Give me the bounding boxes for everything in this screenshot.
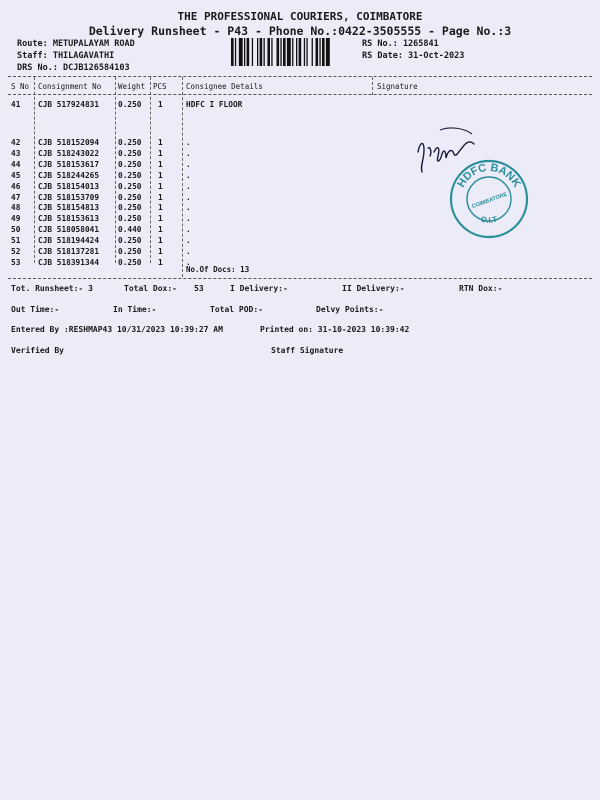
barcode-bar [304, 38, 305, 66]
cno-cell: CJB 518152094 [38, 138, 100, 147]
total-dox-value: 53 [194, 284, 204, 293]
total-pod: Total POD:- [210, 305, 263, 314]
out-time: Out Time:- [11, 305, 60, 314]
rtn-dox: RTN Dox:- [459, 284, 503, 293]
col-header-sno: S No [11, 82, 30, 91]
details-cell: . [186, 247, 191, 256]
svg-text:HDFC BANK [455, 162, 523, 190]
sno-cell: 47 [11, 192, 21, 202]
consignment-cell: CJB 517924831 [38, 100, 100, 109]
barcode [231, 38, 357, 66]
svg-text:O.I.T [480, 215, 499, 225]
column-divider [372, 77, 373, 95]
col-header-consignee: Consignee Details [186, 82, 263, 91]
pcs-cell: 1 [158, 214, 163, 224]
details-cell: . [186, 225, 191, 235]
sno-cell: 49 [11, 214, 21, 224]
weight-cell: 0.250 [118, 192, 142, 202]
barcode-bar [235, 38, 236, 66]
pcs-cell: 1 [158, 225, 163, 235]
hdfc-bank-stamp [448, 158, 530, 240]
barcode-bar [231, 38, 234, 66]
details-cell: . [186, 181, 191, 191]
barcode-bar [280, 38, 281, 66]
sno-cell: 53 [11, 257, 21, 267]
weight-cell: 0.250 [118, 170, 142, 180]
barcode-bar [296, 38, 297, 66]
sno-cell: 51 [11, 236, 21, 246]
barcode-bar [319, 38, 320, 66]
total-dox-label: Total Dox:- [124, 284, 177, 293]
weight-cell: 0.250 [118, 181, 142, 191]
barcode-bar [326, 38, 330, 66]
sno-cell: 45 [11, 170, 21, 180]
tot-runsheet: Tot. Runsheet:- 3 [11, 284, 93, 293]
delvy-points: Delvy Points:- [316, 305, 384, 314]
cno-cell: CJB 518153617 [38, 159, 100, 169]
cno-cell: CJB 518153709 [38, 192, 100, 202]
barcode-bar [271, 38, 272, 66]
barcode-bar [267, 38, 270, 66]
barcode-bar [316, 38, 319, 66]
col-header-consignment: Consignment No [38, 82, 102, 91]
pcs-cell: 1 [158, 236, 163, 246]
verified-by: Verified By [11, 346, 64, 355]
col-header-weight: Weight [118, 82, 146, 91]
details-cell: . [186, 257, 191, 267]
in-time: In Time:- [113, 305, 157, 314]
col-header-pcs: PCS [153, 82, 167, 91]
rs-date: RS Date: 31-Oct-2023 [362, 51, 465, 61]
pcs-cell: 1 [158, 203, 163, 213]
sno-cell: 46 [11, 181, 21, 191]
i-delivery: I Delivery:- [230, 284, 288, 293]
pcs-cell: 1 [158, 100, 163, 109]
cno-cell: CJB 518137281 [38, 247, 100, 256]
details-cell: . [186, 192, 191, 202]
details-cell: . [186, 138, 191, 147]
weight-cell: 0.250 [118, 100, 142, 109]
details-cell: . [186, 159, 191, 169]
weight-cell: 0.250 [118, 257, 142, 267]
pcs-cell: 1 [158, 192, 163, 202]
rs-number: RS No.: 1265841 [362, 39, 439, 49]
sno-cell: 42 [11, 138, 21, 147]
stamp-text: HDFC BANK [455, 161, 523, 190]
cno-cell: CJB 518153613 [38, 214, 100, 224]
pcs-cell: 1 [158, 159, 163, 169]
details-cell: . [186, 214, 191, 224]
col-header-signature: Signature [377, 82, 418, 91]
cno-cell: CJB 518154813 [38, 203, 100, 213]
stamp-inner-text: COIMBATORE [471, 191, 509, 211]
weight-cell: 0.250 [118, 247, 142, 256]
cno-cell: CJB 518058041 [38, 225, 100, 235]
pcs-cell: 1 [158, 181, 163, 191]
weight-cell: 0.250 [118, 159, 142, 169]
pcs-cell: 1 [158, 148, 163, 158]
pcs-cell: 1 [158, 257, 163, 267]
sno-cell: 50 [11, 225, 21, 235]
pcs-cell: 1 [158, 170, 163, 180]
barcode-bar [283, 38, 286, 66]
weight-cell: 0.250 [118, 138, 142, 147]
stamp-bottom-text: O.I.T [479, 214, 499, 225]
details-cell: . [186, 236, 191, 246]
no-of-docs: No.Of Docs: 13 [186, 265, 250, 274]
runsheet-subtitle: Delivery Runsheet - P43 - Phone No.:0422-3505555 - Page No.:3 [88, 24, 512, 38]
column-divider [115, 77, 116, 263]
barcode-bar [322, 38, 325, 66]
barcode-bar [247, 38, 250, 66]
column-divider [34, 77, 35, 263]
barcode-bar [260, 38, 263, 66]
cno-cell: CJB 518154013 [38, 181, 100, 191]
weight-cell: 0.250 [118, 214, 142, 224]
column-divider [150, 77, 151, 263]
barcode-bar [299, 38, 302, 66]
details-cell: . [186, 148, 191, 158]
barcode-bar [244, 38, 245, 66]
barcode-bar [277, 38, 280, 66]
weight-cell: 0.440 [118, 225, 142, 235]
barcode-bar [306, 38, 307, 66]
pcs-cell: 1 [158, 247, 163, 256]
barcode-bar [264, 38, 265, 66]
drs-number: DRS No.: DCJB126584103 [17, 63, 130, 73]
pcs-cell: 1 [158, 138, 163, 147]
cno-cell: CJB 518194424 [38, 236, 100, 246]
barcode-bar [287, 38, 291, 66]
entered-by: Entered By :RESHMAP43 10/31/2023 10:39:27 AM [11, 325, 223, 334]
barcode-bar [252, 38, 253, 66]
weight-cell: 0.250 [118, 203, 142, 213]
cno-cell: CJB 518244265 [38, 170, 100, 180]
column-divider [182, 77, 183, 277]
sno-cell: 48 [11, 203, 21, 213]
sno-cell: 52 [11, 247, 21, 256]
sno-cell: 44 [11, 159, 21, 169]
divider [8, 278, 592, 279]
details-cell: . [186, 203, 191, 213]
staff-signature: Staff Signature [271, 346, 344, 355]
cno-cell: CJB 518243022 [38, 148, 100, 158]
ii-delivery: II Delivery:- [342, 284, 405, 293]
sno-cell: 41 [11, 100, 21, 109]
weight-cell: 0.250 [118, 148, 142, 158]
sno-cell: 43 [11, 148, 21, 158]
consignee-cell: HDFC I FLOOR [186, 100, 243, 109]
barcode-bar [257, 38, 258, 66]
barcode-bar [239, 38, 243, 66]
barcode-bar [292, 38, 293, 66]
cno-cell: CJB 518391344 [38, 257, 100, 267]
divider [8, 94, 592, 95]
barcode-bar [312, 38, 313, 66]
divider [8, 76, 592, 77]
printed-on: Printed on: 31-10-2023 10:39:42 [260, 325, 410, 334]
details-cell: . [186, 170, 191, 180]
weight-cell: 0.250 [118, 236, 142, 246]
route-label: Route: METUPALAYAM ROAD [17, 39, 135, 49]
company-title: THE PROFESSIONAL COURIERS, COIMBATORE [177, 10, 423, 23]
staff-label: Staff: THILAGAVATHI [17, 51, 115, 61]
